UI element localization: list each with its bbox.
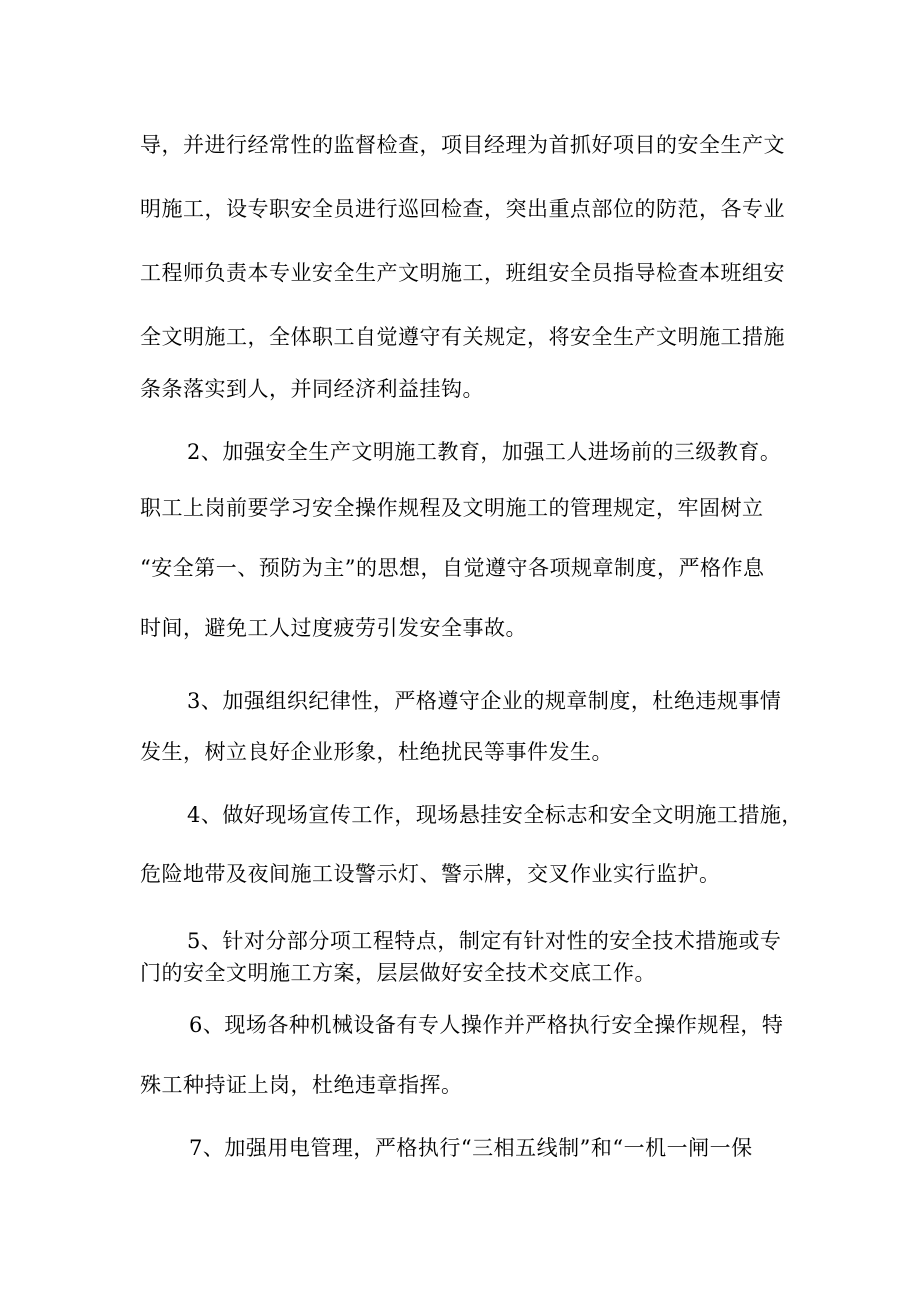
text-line: 全文明施工，全体职工自觉遵守有关规定，将安全生产文明施工措施 [140,325,785,349]
text-line: 职工上岗前要学习安全操作规程及文明施工的管理规定，牢固树立 [140,496,764,520]
text-line: “安全第一、预防为主”的思想，自觉遵守各项规章制度，严格作息 [140,556,765,580]
paragraph-6-line-1: 6、现场各种机械设备有专人操作并严格执行安全操作规程，特 [189,1013,784,1037]
text-line: 条条落实到人，并同经济利益挂钩。 [140,377,484,401]
paragraph-3-line-1: 3、加强组织纪律性，严格遵守企业的规章制度，杜绝违规事情 [187,689,782,713]
text-line: 门的安全文明施工方案，层层做好安全技术交底工作。 [140,961,656,985]
text-line: 危险地带及夜间施工设警示灯、警示牌，交叉作业实行监护。 [140,862,721,886]
paragraph-4-line-1: 4、做好现场宣传工作，现场悬挂安全标志和安全文明施工措施， [187,803,803,827]
text-line: 导，并进行经常性的监督检查，项目经理为首抓好项目的安全生产文 [140,133,785,157]
text-line: 时间，避免工人过度疲劳引发安全事故。 [140,616,527,640]
text-line: 工程师负责本专业安全生产文明施工，班组安全员指导检查本班组安 [140,261,785,285]
paragraph-7-line-1: 7、加强用电管理，严格执行“三相五线制”和“一机一闸一保 [189,1136,753,1160]
paragraph-5-line-1: 5、针对分部分项工程特点，制定有针对性的安全技术措施或专 [187,929,782,953]
text-line: 殊工种持证上岗，杜绝违章指挥。 [140,1073,463,1097]
paragraph-2-line-1: 2、加强安全生产文明施工教育，加强工人进场前的三级教育。 [187,440,782,464]
text-line: 明施工，设专职安全员进行巡回检查，突出重点部位的防范，各专业 [140,197,785,221]
text-line: 发生，树立良好企业形象，杜绝扰民等事件发生。 [140,740,613,764]
